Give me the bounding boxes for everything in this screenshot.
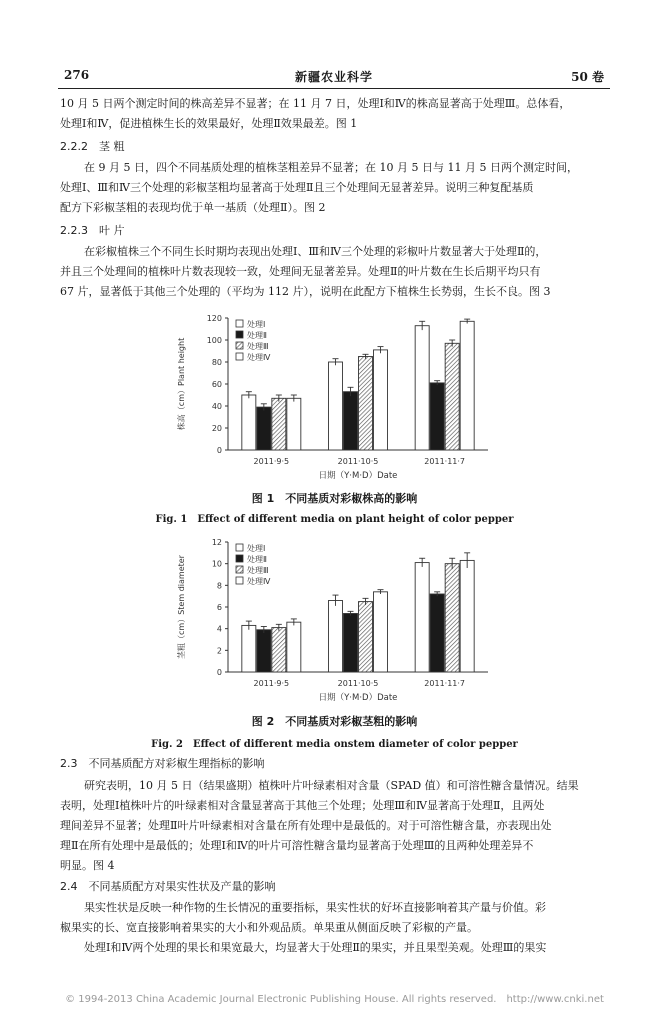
x-tick-label: 2011·10·5 <box>337 457 379 466</box>
x-axis-label: 日期（Y·M·D）Date <box>318 693 398 703</box>
y-tick-label: 6 <box>216 603 222 612</box>
figure-1-chart <box>170 308 500 488</box>
legend-label: 处理Ⅰ <box>247 320 266 329</box>
figure-2-chart <box>170 532 500 707</box>
bar-4 <box>374 350 388 450</box>
bar-1 <box>415 563 429 672</box>
paragraph-line: 椒果实的长、宽直接影响着果实的大小和外观品质。单果重从侧面反映了彩椒的产量。 <box>60 921 478 934</box>
bar-2 <box>430 383 444 450</box>
legend-label: 处理Ⅱ <box>247 331 267 340</box>
figure-2-caption-en: Fig. 2 Effect of different media onstem diameter of color pepper <box>151 739 518 750</box>
legend-swatch <box>236 544 243 551</box>
x-tick-label: 2011·11·7 <box>424 679 466 688</box>
y-tick-label: 10 <box>211 559 222 569</box>
paragraph-line: 果实性状是反映一种作物的生长情况的重要指标，果实性状的好坏直接影响着其产量与价值。彩 <box>84 901 546 914</box>
journal-title: 新疆农业科学 <box>294 70 373 84</box>
bar-1 <box>242 395 256 450</box>
paragraph-line: 表明，处理Ⅰ植株叶片的叶绿素相对含量显著高于其他三个处理；处理Ⅲ和Ⅳ显著高于处理Ⅱ，且两处 <box>60 799 545 812</box>
bar-3 <box>272 628 286 672</box>
bar-2 <box>257 407 271 450</box>
y-tick-label: 0 <box>216 446 222 455</box>
x-tick-label: 2011·10·5 <box>337 679 379 688</box>
figure-1-caption-en: Fig. 1 Effect of different media on plant height of color pepper <box>155 514 514 525</box>
y-tick-label: 4 <box>216 624 222 634</box>
paragraph-line: 在 9 月 5 日，四个不同基质处理的植株茎粗差异不显著；在 10 月 5 日与 11 月 5 日两个测定时间， <box>84 161 578 174</box>
bar-2 <box>257 630 271 672</box>
paragraph-line: 并且三个处理间的植株叶片数表现较一致，处理间无显著差异。处理Ⅱ的叶片数在生长后期平均只有 <box>60 265 541 278</box>
header-rule <box>58 88 610 89</box>
y-tick-label: 100 <box>206 336 222 345</box>
legend-label: 处理Ⅰ <box>247 544 266 553</box>
y-tick-label: 40 <box>211 402 222 411</box>
legend-label: 处理Ⅱ <box>247 555 267 564</box>
copyright-footer: © 1994-2013 China Academic Journal Electronic Publishing House. All rights reserved. http://www.cnki.net <box>65 994 604 1005</box>
bar-3 <box>359 357 373 451</box>
paragraph-line: 处理Ⅰ、Ⅲ和Ⅳ三个处理的彩椒茎粗均显著高于处理Ⅱ且三个处理间无显著差异。说明三种复配基质 <box>60 181 534 194</box>
section-heading: 2.2.2 茎 粗 <box>60 140 125 153</box>
bar-1 <box>329 601 343 673</box>
y-axis-label: 株高（cm）Plant height <box>177 337 186 431</box>
paragraph-line: 明显。图 4 <box>60 859 115 872</box>
legend-swatch <box>236 320 243 327</box>
paragraph-line: 研究表明，10 月 5 日（结果盛期）植株叶片叶绿素相对含量（SPAD 值）和可溶性糖含量情况。结果 <box>84 779 579 792</box>
y-tick-label: 12 <box>211 538 222 547</box>
page-number: 276 <box>64 68 90 82</box>
section-heading: 2.4 不同基质配方对果实性状及产量的影响 <box>60 880 276 893</box>
y-tick-label: 20 <box>211 424 222 433</box>
bar-3 <box>272 398 286 450</box>
volume-label: 50 卷 <box>571 70 604 84</box>
legend-swatch <box>236 342 243 349</box>
paragraph-line: 理Ⅱ在所有处理中是最低的；处理Ⅰ和Ⅳ的叶片可溶性糖含量均显著高于处理Ⅲ的且两种处理差异不 <box>60 839 534 852</box>
bar-2 <box>344 614 358 673</box>
figure-1-caption-cn: 图 1 不同基质对彩椒株高的影响 <box>251 492 418 505</box>
paragraph-line: 10 月 5 日两个测定时间的株高差异不显著；在 11 月 7 日，处理Ⅰ和Ⅳ的株高显著高于处理Ⅲ。总体看， <box>60 97 571 110</box>
legend-label: 处理Ⅳ <box>247 577 271 586</box>
bar-4 <box>460 560 474 672</box>
section-heading: 2.2.3 叶 片 <box>60 224 125 237</box>
paragraph-line: 在彩椒植株三个不同生长时期均表现出处理Ⅰ、Ⅲ和Ⅳ三个处理的彩椒叶片数显著大于处理Ⅱ的， <box>84 245 547 258</box>
y-tick-label: 120 <box>206 314 222 323</box>
bar-3 <box>359 602 373 672</box>
bar-3 <box>445 564 459 672</box>
paragraph-line: 配方下彩椒茎粗的表现均优于单一基质（处理Ⅱ）。图 2 <box>60 201 326 214</box>
figure-2-caption-cn: 图 2 不同基质对彩椒茎粗的影响 <box>251 715 418 728</box>
bar-2 <box>344 392 358 450</box>
running-header <box>58 66 610 86</box>
bar-1 <box>415 326 429 450</box>
paragraph-line: 处理Ⅰ和Ⅳ两个处理的果长和果宽最大，均显著大于处理Ⅱ的果实，并且果型美观。处理Ⅲ的果实 <box>84 941 547 954</box>
y-tick-label: 80 <box>211 358 222 367</box>
y-tick-label: 2 <box>216 646 222 656</box>
y-tick-label: 0 <box>216 668 222 677</box>
legend-swatch <box>236 353 243 360</box>
legend-label: 处理Ⅲ <box>247 566 269 575</box>
paragraph-line: 理间差异不显著；处理Ⅱ叶片叶绿素相对含量在所有处理中是最低的。对于可溶性糖含量，亦表现出处 <box>60 819 552 832</box>
bar-4 <box>460 321 474 450</box>
legend-label: 处理Ⅲ <box>247 342 269 351</box>
bar-4 <box>287 398 301 450</box>
bar-2 <box>430 594 444 672</box>
legend-swatch <box>236 566 243 573</box>
x-tick-label: 2011·11·7 <box>424 457 466 466</box>
x-tick-label: 2011·9·5 <box>253 679 290 688</box>
bar-4 <box>374 592 388 672</box>
paragraph-line: 处理Ⅰ和Ⅳ，促进植株生长的效果最好，处理Ⅱ效果最差。图 1 <box>60 117 358 130</box>
y-tick-label: 60 <box>211 380 222 389</box>
legend-swatch <box>236 331 243 338</box>
legend-swatch <box>236 555 243 562</box>
bar-4 <box>287 622 301 672</box>
y-axis-label: 茎粗（cm）Stem diameter <box>177 555 186 659</box>
bar-3 <box>445 343 459 450</box>
x-tick-label: 2011·9·5 <box>253 457 290 466</box>
section-heading: 2.3 不同基质配方对彩椒生理指标的影响 <box>60 757 265 770</box>
bar-1 <box>329 362 343 450</box>
paragraph-line: 67 片，显著低于其他三个处理的（平均为 112 片），说明在此配方下植株生长势弱，生长不良。图 3 <box>60 285 551 298</box>
legend-swatch <box>236 577 243 584</box>
x-axis-label: 日期（Y·M·D）Date <box>318 471 398 481</box>
y-tick-label: 8 <box>216 581 222 591</box>
legend-label: 处理Ⅳ <box>247 353 271 362</box>
bar-1 <box>242 625 256 672</box>
